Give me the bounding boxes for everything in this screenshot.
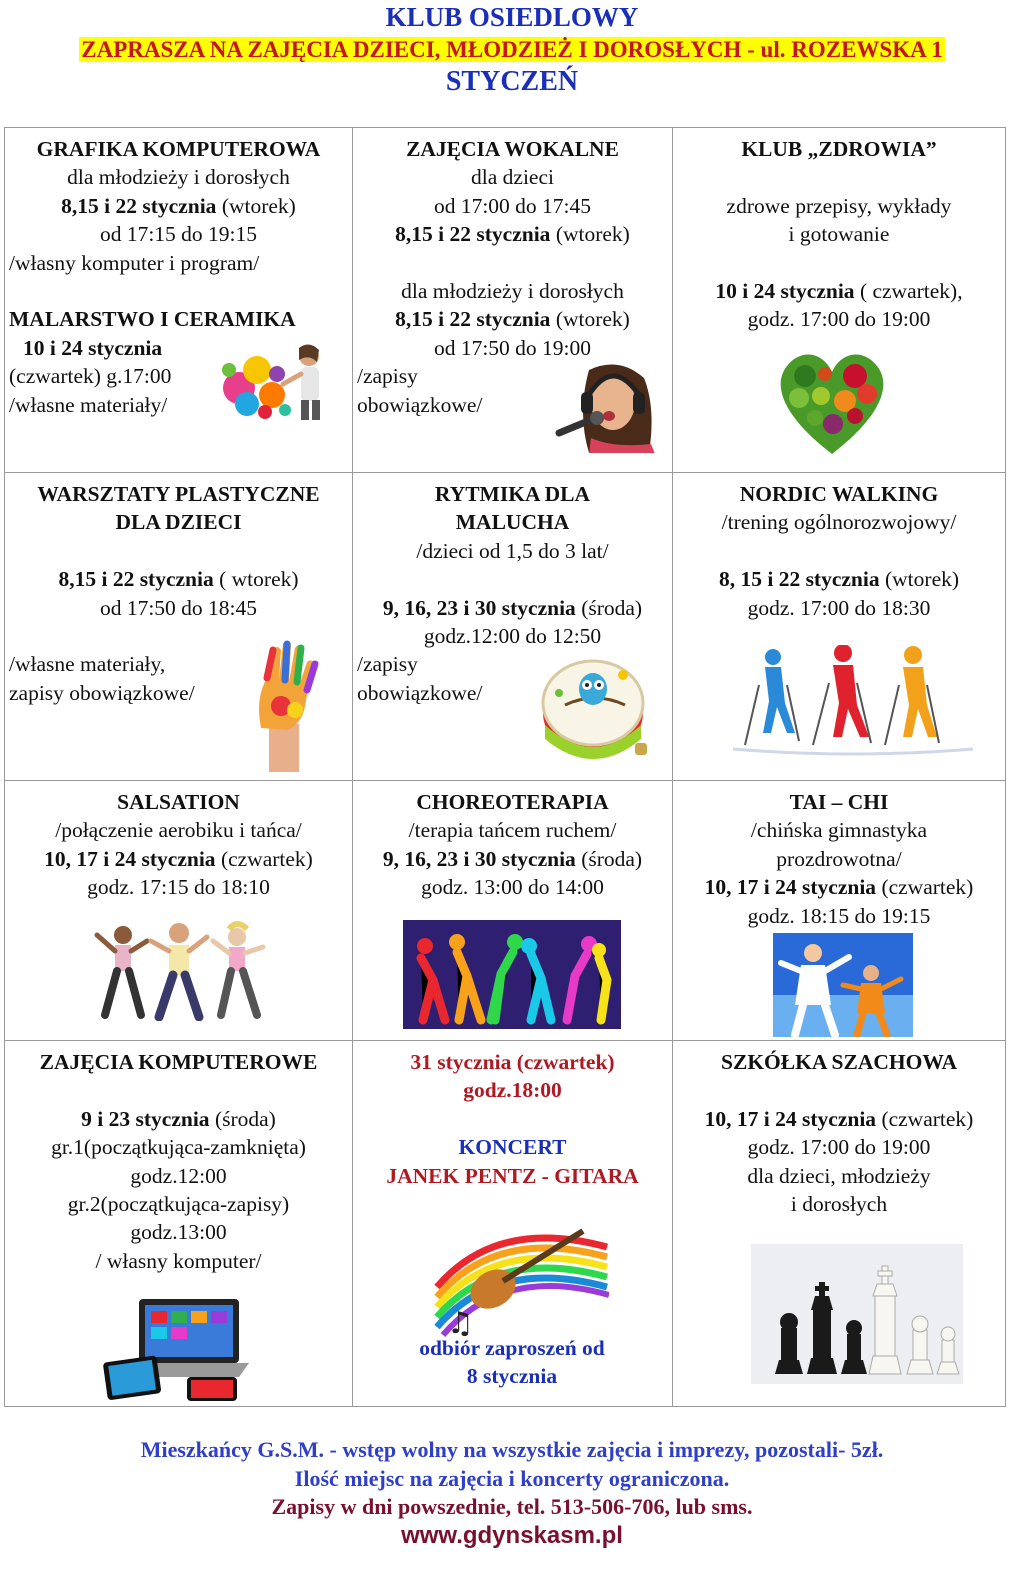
cell-grafika — [5, 128, 353, 473]
date-line: 8,15 i 22 stycznia (wtorek) — [395, 307, 630, 332]
date-line: 10, 17 i 24 stycznia (czwartek) — [704, 875, 974, 900]
schedule-grid — [4, 127, 1006, 1407]
chess-pieces-image — [751, 1244, 963, 1384]
audience: dla młodzieży i dorosłych — [67, 165, 290, 190]
footer-capacity: Ilość miejsc na zajęcia i koncerty ograniczona. — [294, 1465, 730, 1491]
footer-contact: Zapisy w dni powszednie, tel. 513-506-706, lub sms. — [271, 1494, 753, 1519]
activity-title: SALSATION — [117, 790, 240, 814]
cell-salsation — [5, 781, 353, 1041]
audience: /dzieci od 1,5 do 3 lat/ — [416, 538, 609, 563]
event-title: KONCERT — [458, 1135, 567, 1160]
subtitle-banner — [0, 37, 1024, 63]
date-line: 9 i 23 stycznia (środa) — [81, 1106, 276, 1131]
description: /chińska gimnastyka — [750, 818, 928, 843]
time-line: godz. 17:00 do 19:00 — [747, 307, 931, 332]
cell-nordic — [673, 473, 1005, 781]
cell-wokalne — [353, 128, 673, 473]
note: zapisy obowiązkowe/ — [9, 680, 195, 705]
month-heading: STYCZEŃ — [445, 66, 579, 97]
subtitle: ZAPRASZA NA ZAJĘCIA DZIECI, MŁODZIEŻ I DOROSŁYCH - ul. ROZEWSKA 1 — [81, 37, 943, 62]
time-line: godz.13:00 — [130, 1220, 227, 1245]
laptop-tablet-image — [101, 1291, 251, 1403]
note: obowiązkowe/ — [357, 392, 483, 417]
note: obowiązkowe/ — [357, 680, 483, 705]
time-line: godz.12:00 — [130, 1163, 227, 1188]
group-line: gr.1(początkująca-zamknięta) — [51, 1135, 306, 1160]
note: /własne materiały, — [9, 652, 166, 677]
website-link[interactable]: www.gdynskasm.pl — [401, 1521, 623, 1549]
date-line: 10, 17 i 24 stycznia (czwartek) — [44, 846, 313, 871]
description: i gotowanie — [788, 222, 890, 247]
singer-headphones-image — [539, 358, 661, 453]
note: /zapisy — [357, 364, 418, 389]
vegetable-heart-image — [775, 346, 889, 458]
invitation-note: odbiór zaproszeń od 8 stycznia — [419, 1336, 605, 1389]
time-line: godz. 13:00 do 14:00 — [421, 875, 604, 900]
event-artist: JANEK PENTZ - GITARA — [386, 1163, 639, 1188]
description: prozdrowotna/ — [776, 846, 902, 871]
painted-hand-image — [241, 638, 333, 773]
event-time: godz.18:00 — [463, 1078, 562, 1103]
activity-title: SZKÓŁKA SZACHOWA — [721, 1050, 957, 1074]
audience: dla młodzieży i dorosłych — [401, 279, 624, 304]
time-line: od 17:50 do 18:45 — [99, 595, 258, 620]
group-line: gr.2(początkująca-zapisy) — [67, 1192, 290, 1217]
description: /terapia tańcem ruchem/ — [408, 818, 617, 843]
activity-title: KLUB „ZDROWIA” — [741, 137, 937, 161]
date-line: 10 i 24 stycznia — [23, 335, 163, 360]
activity-title: CHOREOTERAPIA — [416, 790, 609, 814]
dance-silhouettes-image — [403, 920, 621, 1029]
audience: i dorosłych — [790, 1192, 888, 1217]
cell-koncert — [353, 1041, 673, 1406]
activity-title: MALUCHA — [455, 510, 570, 535]
time-line: od 17:00 do 17:45 — [433, 193, 592, 218]
date-line: 9, 16, 23 i 30 stycznia (środa) — [382, 595, 643, 620]
footer-pricing: Mieszkańcy G.S.M. - wstęp wolny na wszystkie zajęcia i imprezy, pozostali- 5zł. — [140, 1437, 884, 1462]
date-line: 9, 16, 23 i 30 stycznia (środa) — [382, 846, 643, 871]
time-line: godz. 17:00 do 19:00 — [747, 1135, 931, 1160]
time-line: od 17:15 do 19:15 — [99, 222, 258, 247]
audience: dla dzieci — [471, 165, 554, 190]
footer — [0, 1436, 1024, 1550]
description: /trening ogólnorozwojowy/ — [721, 510, 957, 535]
event-date: 31 stycznia (czwartek) — [410, 1050, 615, 1074]
owl-tambourine-image — [535, 653, 653, 771]
activity-title: MALARSTWO I CERAMIKA — [9, 307, 296, 332]
cell-zdrowia — [673, 128, 1005, 473]
time-line: godz. 17:15 do 18:10 — [87, 875, 270, 900]
nordic-walkers-image — [733, 645, 973, 757]
paint-splash-girl-image — [217, 340, 332, 422]
cell-taichi — [673, 781, 1005, 1041]
activity-title: WARSZTATY PLASTYCZNE — [37, 482, 320, 506]
note: /zapisy — [357, 652, 418, 677]
date-line: 10, 17 i 24 stycznia (czwartek) — [704, 1106, 974, 1131]
date-line: 8,15 i 22 stycznia (wtorek) — [61, 193, 296, 218]
cell-warsztaty — [5, 473, 353, 781]
activity-title: ZAJĘCIA WOKALNE — [406, 137, 619, 161]
activity-title: DLA DZIECI — [115, 510, 242, 535]
date-time-line: (czwartek) g.17:00 — [9, 364, 172, 389]
activity-title: NORDIC WALKING — [739, 482, 939, 506]
date-line: 8,15 i 22 stycznia ( wtorek) — [58, 567, 299, 592]
description: zdrowe przepisy, wykłady — [726, 193, 952, 218]
time-line: od 17:50 do 19:00 — [433, 335, 592, 360]
activity-title: TAI – CHI — [789, 790, 889, 814]
activity-title: ZAJĘCIA KOMPUTEROWE — [39, 1050, 318, 1074]
cell-choreo — [353, 781, 673, 1041]
note: /własne materiały/ — [9, 392, 168, 417]
description: /połączenie aerobiku i tańca/ — [55, 818, 302, 843]
time-line: godz. 17:00 do 18:30 — [747, 595, 931, 620]
date-line: 8,15 i 22 stycznia (wtorek) — [395, 222, 630, 247]
note: /własny komputer i program/ — [9, 250, 260, 275]
dancers-image — [89, 921, 269, 1021]
activity-title: RYTMIKA DLA — [434, 482, 591, 506]
poster-title: KLUB OSIEDLOWY — [385, 2, 639, 32]
date-line: 10 i 24 stycznia ( czwartek), — [715, 279, 963, 303]
time-line: godz.12:00 do 12:50 — [423, 624, 602, 649]
svg-text:♫: ♫ — [447, 1306, 474, 1337]
date-line: 8, 15 i 22 stycznia (wtorek) — [718, 567, 960, 592]
cell-rytmika — [353, 473, 673, 781]
activity-title: GRAFIKA KOMPUTEROWA — [36, 137, 321, 161]
cell-komputerowe — [5, 1041, 353, 1406]
tai-chi-image — [773, 933, 913, 1037]
audience: dla dzieci, młodzieży — [747, 1163, 931, 1188]
rainbow-guitar-image — [433, 1217, 609, 1337]
cell-szachy — [673, 1041, 1005, 1406]
note: / własny komputer/ — [95, 1248, 262, 1273]
time-line: godz. 18:15 do 19:15 — [747, 903, 931, 928]
